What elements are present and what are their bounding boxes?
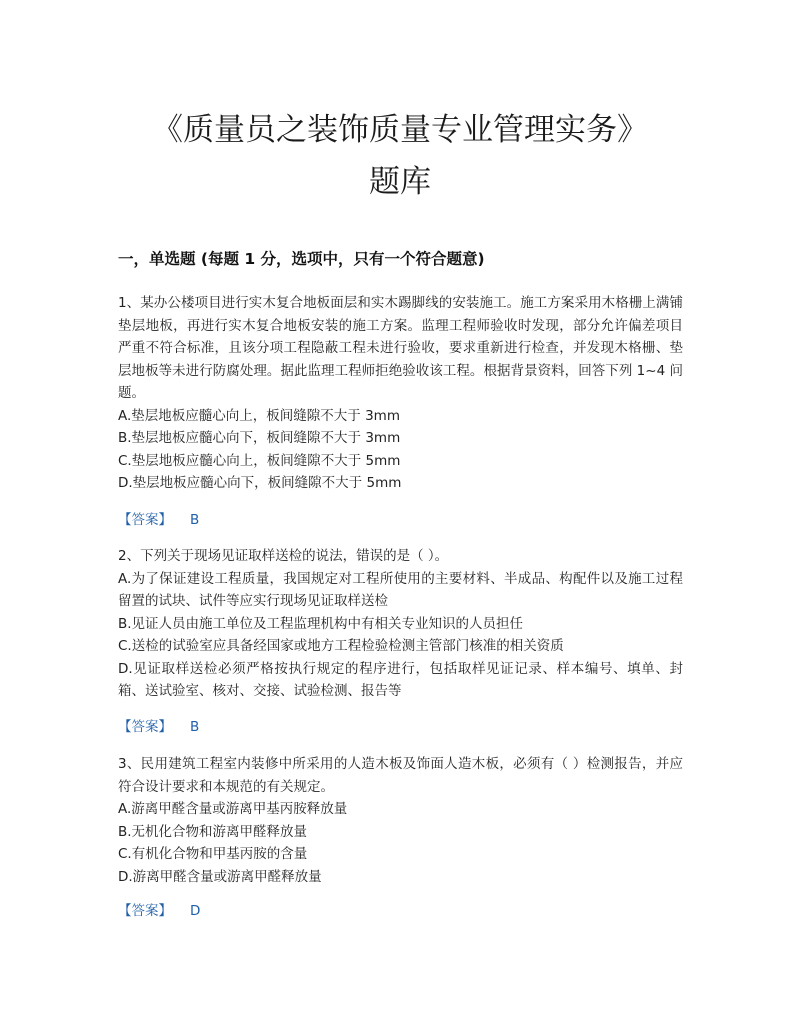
question-stem: 3、民用建筑工程室内装修中所采用的人造木板及饰面人造木板，必须有（ ）检测报告，并应符合设计要求和本规范的有关规定。 [118,756,683,795]
question-option-d: D.垫层地板应髓心向下，板间缝隙不大于 5mm [118,475,402,491]
question-option-a: A.游离甲醛含量或游离甲基丙胺释放量 [118,801,348,817]
question-option-a: A.垫层地板应髓心向上，板间缝隙不大于 3mm [118,407,400,424]
answer-3 [118,900,200,922]
answer-label: 【答案】 [118,512,172,528]
question-3 [118,753,683,888]
answer-1 [118,509,199,531]
question-option-d: D.游离甲醛含量或游离甲醛释放量 [118,868,322,885]
question-option-d: D.见证取样送检必须严格按执行规定的程序进行，包括取样见证记录、样本编号、填单、封箱、送试验室、核对、交接、试验检测、报告等 [118,660,683,699]
document-title [60,104,740,208]
answer-label: 【答案】 [118,903,172,919]
answer-2 [118,716,199,738]
answer-value: B [190,512,200,528]
answer-value: B [190,719,200,735]
answer-value: D [190,903,201,919]
question-option-a: A.为了保证建设工程质量，我国规定对工程所使用的主要材料、半成品、构配件以及施工过程留置的试块、试件等应实行现场见证取样送检 [118,570,683,609]
question-option-b: B.见证人员由施工单位及工程监理机构中有相关专业知识的人员担任 [118,615,524,632]
question-stem: 1、某办公楼项目进行实木复合地板面层和实木踢脚线的安装施工。施工方案采用木格栅上满铺垫层地板，再进行实木复合地板安装的施工方案。监理工程师验收时发现，部分允许偏差项目严重不符合标准，且该分项工程隐蔽工程未进行验收，要求重新进行检查，并发现木格栅、垫层地板等未进行防腐处理。据此监理工程师拒绝验收该工程。根据背景资料，回答下列 1~4 问题。 [118,295,683,401]
question-option-b: B.无机化合物和游离甲醛释放量 [118,823,308,840]
question-option-c: C.有机化合物和甲基丙胺的含量 [118,846,308,862]
document-title-line1: 《质量员之装饰质量专业管理实务》 [152,112,648,148]
section-heading: 一，单选题 (每题 1 分，选项中，只有一个符合题意) [118,250,485,268]
question-stem: 2、下列关于现场见证取样送检的说法，错误的是（ ）。 [118,548,449,564]
question-2 [118,545,683,703]
answer-label: 【答案】 [118,719,172,735]
question-1 [118,292,683,495]
question-option-b: B.垫层地板应髓心向下，板间缝隙不大于 3mm [118,430,401,446]
question-option-c: C.送检的试验室应具备经国家或地方工程检验检测主管部门核准的相关资质 [118,638,564,654]
question-option-c: C.垫层地板应髓心向上，板间缝隙不大于 5mm [118,452,401,469]
document-title-line2: 题库 [369,164,431,200]
